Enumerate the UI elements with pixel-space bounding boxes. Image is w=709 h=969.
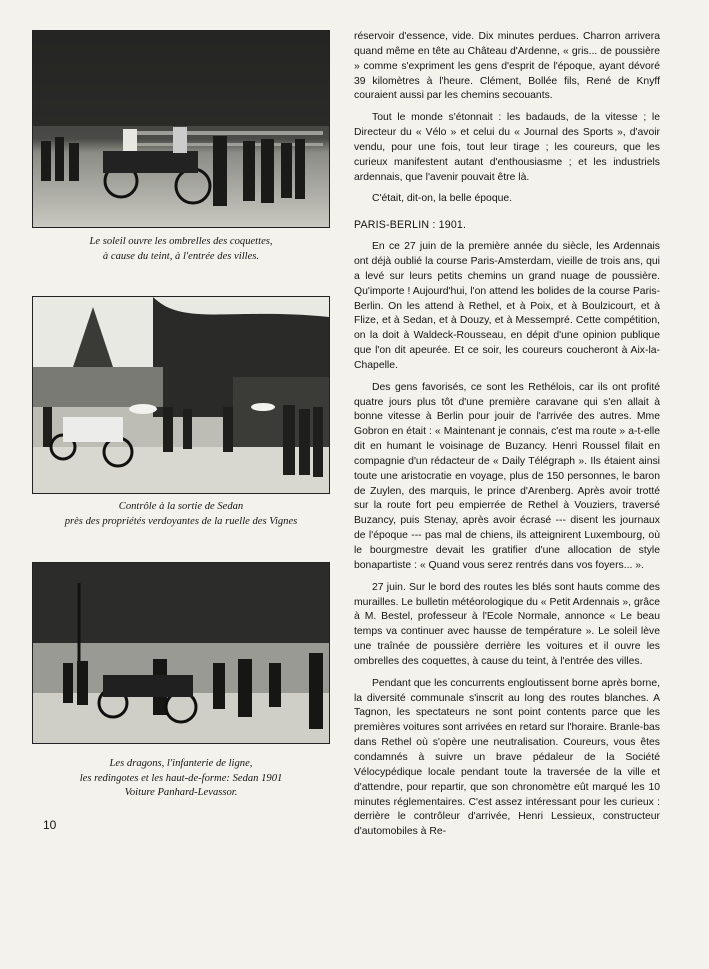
paragraph: Tout le monde s'étonnait : les badauds, de la vitesse ; le Directeur du « Vélo » et celui du « Journal des Sports », d'avoir vendu, pour une fois, tout leur tirage ; les coureurs, que les curieux manifestent autant d'enthousiasme ; et les industriels ardennais, que l'avenir pouvait être là.	[354, 112, 660, 183]
paragraph: C'était, dit-on, la belle époque.	[372, 193, 513, 205]
paragraph: En ce 27 juin de la première année du siècle, les Ardennais ont déjà oublié la course Paris-Amsterdam, vieille de trois ans, qui a levé sur leurs petits chemins un grand nuage de poussière. Qu'importe ! Aujourd'hui, l'on attend les bolides de la course Paris-Berlin. On les attend à Rethel, et à Poix, et à Boulzicourt, et à Flize, et à Sedan, et à Douzy, et à Messempré. Cette compétition, on la doit à Waldeck-Rousseau, en dépit d'une opinion publique que l'on dit apeurée. Et ce soir, les coureurs coucheront à Aix-la-Chapelle.	[354, 241, 660, 371]
page-number: 10	[43, 818, 57, 832]
paragraph: 27 juin. Sur le bord des routes les blés sont hauts comme des murailles. Le bulletin météorologique du « Petit Ardennais », grâce à M. Bestel, professeur à l'Ecole Normale, annonce « Le beau temps va continuer avec hausse de température ». Le soleil lève une traînée de poussière derrière les voitures et il ouvre les ombrelles des coquettes, à cause du teint, à l'entrée des villes.	[354, 581, 660, 667]
caption-line: Le soleil ouvre les ombrelles des coquettes,	[89, 236, 273, 247]
figure-caption	[28, 757, 334, 801]
photo-dragoons-panhard-levassor	[32, 562, 330, 744]
paragraph: réservoir d'essence, vide. Dix minutes perdues. Charron arrivera quand même en tête au Château d'Ardenne, « gris... de poussière » comme s'expriment les gens d'esprit de l'époque, ayant dévoré 39 kilomètres à l'heure. Clément, Bollée fils, René de Knyff couraient aussi par les chemins secouants.	[354, 31, 660, 102]
caption-line: Les dragons, l'infanterie de ligne,	[109, 758, 253, 769]
caption-line: Contrôle à la sortie de Sedan	[118, 501, 244, 512]
figure-caption	[28, 500, 334, 529]
caption-line: les redingotes et les haut-de-forme: Sedan 1901	[79, 772, 283, 784]
photo-race-car-crowd-fence	[32, 30, 330, 228]
caption-line: à cause du teint, à l'entrée des villes.	[102, 250, 260, 262]
caption-line: Voiture Panhard-Levassor.	[124, 787, 238, 798]
caption-line: près des propriétés verdoyantes de la ruelle des Vignes	[64, 515, 298, 527]
paragraph: Pendant que les concurrents engloutissent borne après borne, la diversité communale s'inscrit au long des routes blanches. A Tagnon, les spectateurs ne sont point contents parce que les premières voitures sont arrivées en retard sur l'horaire. Branle-bas dans Rethel où s'opère une neutralisation. Coureurs, vous êtes condamnés à suivre un brave pédaleur de la Société Vélocypédique locale pendant toute la traversée de la ville et d'attendre, pour repartir, que son chronomètre eût marqué les 10 minutes réglementaires. C'est assez intéressant pour les curieux : derrière le contrôleur d'arrivée, Henri Lessieux, constructeur d'automobiles à Re-	[354, 677, 660, 838]
photo-control-exit-sedan	[32, 296, 330, 494]
section-heading: PARIS-BERLIN : 1901.	[354, 219, 467, 232]
paragraph: Des gens favorisés, ce sont les Rethélois, car ils ont profité quatre jours plus tôt d'une première caravane qui s'en allait à bonne vitesse à Berlin pour jouir de l'arrivée des autres. Mme Gobron en était : « Maintenant je connais, c'est ma route » a-t-elle dit en humant le voisinage de Buzancy. Henri Roussel filait en compagnie d'un rédacteur de « Daily Télégraph ». Ils étaient ainsi toute une aristocratie en voyage, plus de 150 personnes, le baron de Zuylen, des marquis, le prince d'Arenberg. Après avoir trotté sur la route fort peu empierrée de Rethel à Vouziers, traversé Buzancy, puis Stenay, après avoir écrasé --- disent les journaux de l'époque --- pas mal de chiens, ils atteignirent Luxembourg, où le bourgmestre devait les gratifier d'une allocation de style bonapartiste : « Quand vous serez rentrés dans vos foyers... ».	[354, 381, 660, 571]
article-column	[354, 30, 660, 847]
figure-caption	[28, 235, 334, 264]
